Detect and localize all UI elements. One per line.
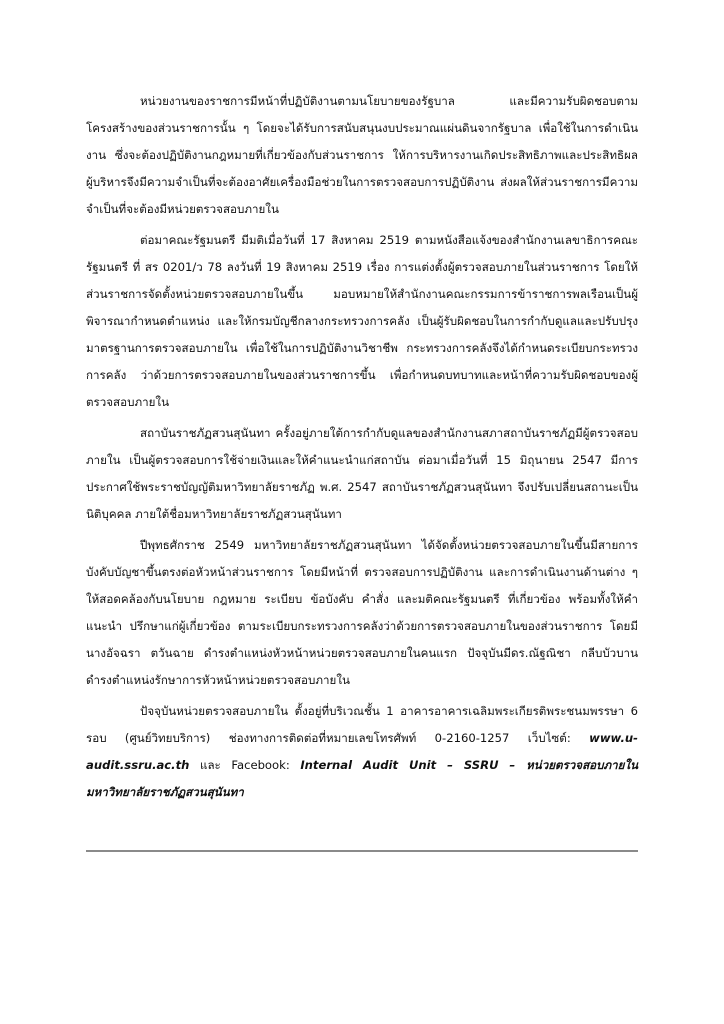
document-body — [86, 88, 638, 810]
paragraph-unit-establishment: ปีพุทธศักราช 2549 มหาวิทยาลัยราชภัฏสวนสุนันทา ได้จัดตั้งหน่วยตรวจสอบภายในขึ้นมีสายการบังคับบัญชาขึ้นตรงต่อหัวหน้าส่วนราชการ โดยมีหน้าที่ ตรวจสอบการปฏิบัติงาน และการดำเนินงานด้านต่าง ๆ ให้สอดคล้องกับนโยบาย กฎหมาย ระเบียบ ข้อบังคับ คำสั่ง และมติคณะรัฐมนตรี ที่เกี่ยวข้อง พร้อมทั้งให้คำแนะนำ ปรึกษาแก่ผู้เกี่ยวข้อง ตามระเบียบกระทรวงการคลังว่าด้วยการตรวจสอบภายในของส่วนราชการ โดยมีนางอัจฉรา ตวันฉาย ดำรงตำแหน่งหัวหน้าหน่วยตรวจสอบภายในคนแรก ปัจจุบันมีดร.ณัฐณิชา กลีบบัวบาน ดำรงตำแหน่งรักษาการหัวหน้าหน่วยตรวจสอบภายใน — [86, 538, 638, 687]
contact-text: ปัจจุบันหน่วยตรวจสอบภายใน ตั้งอยู่ที่บริเวณชั้น 1 อาคารอาคารเฉลิมพระเกียรติพระชนมพรรษา 6 รอบ (ศูนย์วิทยบริการ) ช่องทางการติดต่อที่หมายเลขโทรศัพท์ 0-2160-1257 เว็บไซต์: — [86, 704, 638, 745]
bottom-divider — [86, 850, 638, 852]
facebook-link[interactable]: Internal Audit Unit – SSRU – หน่วยตรวจสอบภายใน มหาวิทยาลัยราชภัฏสวนสุนันทา — [86, 758, 639, 799]
paragraph-intro: หน่วยงานของราชการมีหน้าที่ปฏิบัติงานตามนโยบายของรัฐบาล และมีความรับผิดชอบตามโครงสร้างของส่วนราชการนั้น ๆ โดยจะได้รับการสนับสนุนงบประมาณแผ่นดินจากรัฐบาล เพื่อใช้ในการดำเนินงาน ซึ่งจะต้องปฏิบัติงานกฎหมายที่เกี่ยวข้องกับส่วนราชการ ให้การบริหารงานเกิดประสิทธิภาพและประสิทธิผล ผู้บริหารจึงมีความจำเป็นที่จะต้องอาศัยเครื่องมือช่วยในการตรวจสอบการปฏิบัติงาน ส่งผลให้ส่วนราชการมีความจำเป็นที่จะต้องมีหน่วยตรวจสอบภายใน — [86, 94, 638, 216]
paragraph-cabinet-resolution: ต่อมาคณะรัฐมนตรี มีมติเมื่อวันที่ 17 สิงหาคม 2519 ตามหนังสือแจ้งของสำนักงานเลขาธิการคณะรัฐมนตรี ที่ สร 0201/ว 78 ลงวันที่ 19 สิงหาคม 2519 เรื่อง การแต่งตั้งผู้ตรวจสอบภายในส่วนราชการ โดยให้ส่วนราชการจัดตั้งหน่วยตรวจสอบภายในขึ้น มอบหมายให้สำนักงานคณะกรรมการข้าราชการพลเรือนเป็นผู้พิจารณากำหนดตำแหน่ง และให้กรมบัญชีกลางกระทรวงการคลัง เป็นผู้รับผิดชอบในการกำกับดูแลและปรับปรุงมาตรฐานการตรวจสอบภายใน เพื่อใช้ในการปฏิบัติงานวิชาชีพ กระทรวงการคลังจึงได้กำหนดระเบียบกระทรวงการคลัง ว่าด้วยการตรวจสอบภายในของส่วนราชการขึ้น เพื่อกำหนดบทบาทและหน้าที่ความรับผิดชอบของผู้ตรวจสอบภายใน — [86, 233, 638, 409]
paragraph-institute-history: สถาบันราชภัฏสวนสุนันทา ครั้งอยู่ภายใต้การกำกับดูแลของสำนักงานสภาสถาบันราชภัฏมีผู้ตรวจสอบภายใน เป็นผู้ตรวจสอบการใช้จ่ายเงินและให้คำแนะนำแก่สถาบัน ต่อมาเมื่อวันที่ 15 มิถุนายน 2547 มีการประกาศใช้พระราชบัญญัติมหาวิทยาลัยราชภัฏ พ.ศ. 2547 สถาบันราชภัฏสวนสุนันทา จึงปรับเปลี่ยนสถานะเป็นนิติบุคคล ภายใต้ชื่อมหาวิทยาลัยราชภัฏสวนสุนันทา — [86, 426, 638, 521]
paragraph-contact — [86, 698, 638, 806]
website-link[interactable]: www.u-audit.ssru.ac.th — [86, 731, 638, 772]
facebook-label: และ Facebook: — [199, 758, 290, 772]
